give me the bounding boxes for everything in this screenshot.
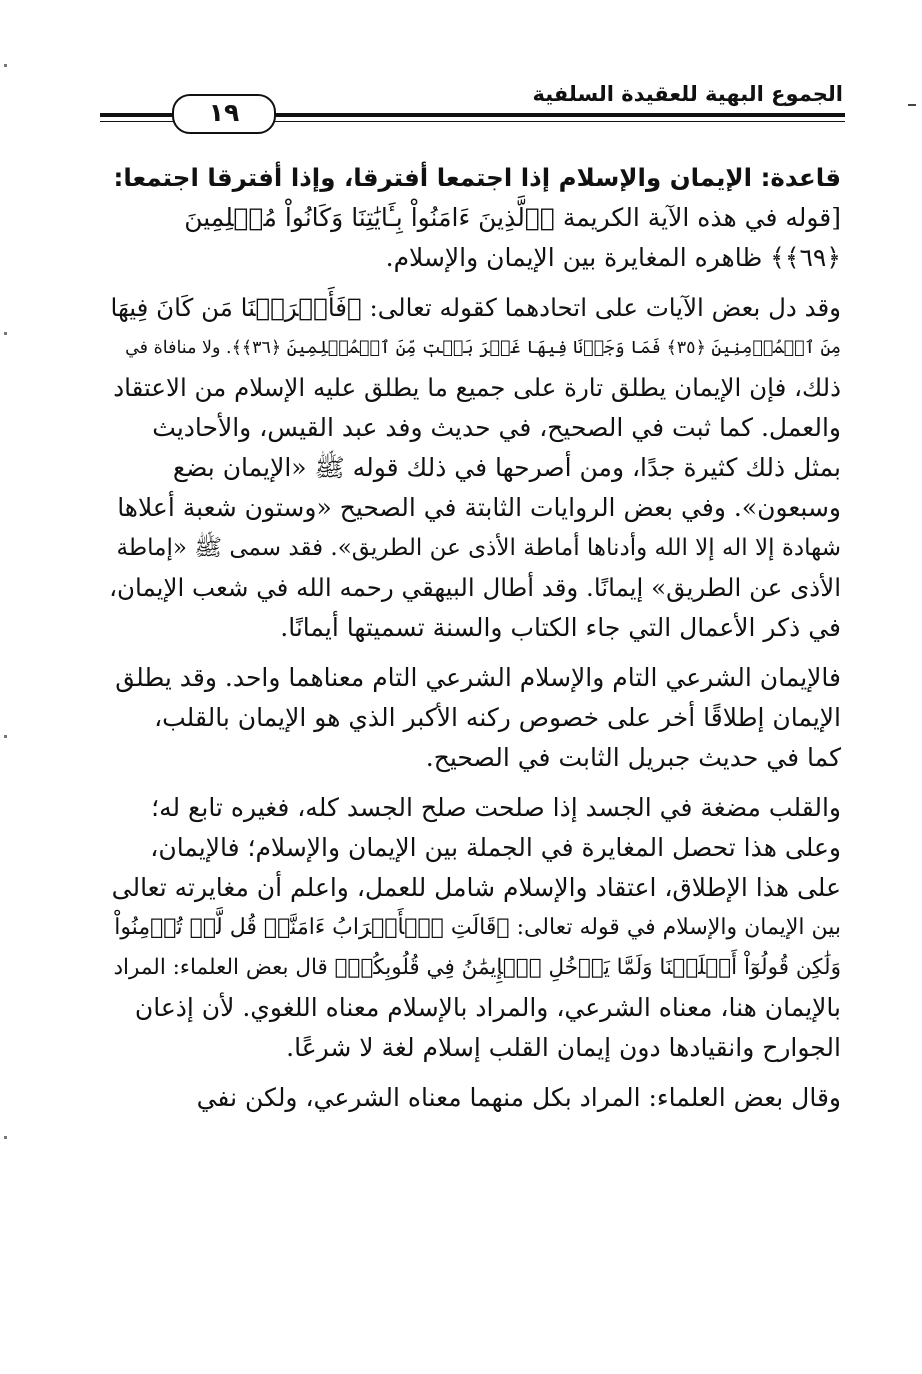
text-line: وسبعون». وفي بعض الروايات الثابتة في الصحيح «وستون شعبة أعلاها xyxy=(117,493,841,522)
text-line: على هذا الإطلاق، اعتقاد والإسلام شامل للعمل، واعلم أن مغايرته تعالى xyxy=(111,873,841,902)
text-line: في ذكر الأعمال التي جاء الكتاب والسنة تسميتها أيمانًا. xyxy=(280,613,841,642)
text-line: ﴿٦٩﴾﴾ ظاهره المغايرة بين الإيمان والإسلام. xyxy=(385,243,841,272)
text-line: والعمل. كما ثبت في الصحيح، في حديث وفد عبد القيس، والأحاديث xyxy=(152,413,841,442)
text-line: كما في حديث جبريل الثابت في الصحيح. xyxy=(425,743,841,772)
text-line: شهادة إلا اله إلا الله وأدناها أماطة الأذى عن الطريق». فقد سمى ﷺ «إماطة xyxy=(116,535,841,561)
scan-margin-mark xyxy=(908,104,916,106)
text-line: الجوارح وانقيادها دون إيمان القلب إسلام لغة لا شرعًا. xyxy=(286,1033,841,1062)
text-line: وَلَٰكِن قُولُوٓاْ أَسۡلَمۡنَا وَلَمَّا يَدۡخُلِ ٱلۡإِيمَٰنُ فِي قُلُوبِكُمۡ﴾ قال بعض العلماء: المراد xyxy=(113,955,841,980)
text-line: وقد دل بعض الآيات على اتحادهما كقوله تعالى: ﴿فَأَخۡرَجۡنَا مَن كَانَ فِيهَا xyxy=(110,293,841,322)
text-line: وعلى هذا تحصل المغايرة في الجملة بين الإيمان والإسلام؛ فالإيمان، xyxy=(150,833,841,862)
text-line: فالإيمان الشرعي التام والإسلام الشرعي التام معناهما واحد. وقد يطلق xyxy=(115,663,841,692)
page-header xyxy=(100,70,845,132)
text-line: بالإيمان هنا، معناه الشرعي، والمراد بالإسلام معناه اللغوي. لأن إذعان xyxy=(134,993,841,1022)
text-line: بين الإيمان والإسلام في قوله تعالى: ﴿قَالَتِ ٱلۡأَعۡرَابُ ءَامَنَّاۖ قُل لَّمۡ تُؤۡمِنُواْ xyxy=(114,915,841,940)
text-line: الإيمان إطلاقًا أخر على خصوص ركنه الأكبر الذي هو الإيمان بالقلب، xyxy=(154,703,841,732)
text-line: ذلك، فإن الإيمان يطلق تارة على جميع ما يطلق عليه الإسلام من الاعتقاد xyxy=(113,373,841,402)
scan-margin-dot xyxy=(4,64,7,67)
scan-margin-dot xyxy=(4,332,7,335)
section-heading: قاعدة: الإيمان والإسلام إذا اجتمعا أفترقا، وإذا أفترقا اجتمعا: xyxy=(113,163,841,192)
text-line: [قوله في هذه الآية الكريمة ﴿ٱلَّذِينَ ءَامَنُواْ بِـَٔايَٰتِنَا وَكَانُواْ مُسۡلِمِينَ xyxy=(184,203,841,232)
running-title: الجموع البهية للعقيدة السلفية xyxy=(532,82,843,106)
text-line: وقال بعض العلماء: المراد بكل منهما معناه الشرعي، ولكن نفي xyxy=(196,1083,841,1112)
page-number: ١٩ xyxy=(172,94,276,134)
scan-margin-dot xyxy=(4,1136,7,1139)
text-line: الأذى عن الطريق» إيمانًا. وقد أطال البيهقي رحمه الله في شعب الإيمان، xyxy=(109,573,841,602)
text-line: مِنَ ٱلۡمُؤۡمِنِينَ ﴿٣٥﴾ فَمَا وَجَدۡنَا فِيهَا غَيۡرَ بَيۡتٖ مِّنَ ٱلۡمُسۡلِمِينَ ﴿٣٦﴾﴾. ولا منافاة في xyxy=(125,338,841,358)
text-line: بمثل ذلك كثيرة جدًا، ومن أصرحها في ذلك قوله ﷺ «الإيمان بضع xyxy=(172,453,841,482)
text-line: والقلب مضغة في الجسد إذا صلحت صلح الجسد كله، فغيره تابع له؛ xyxy=(151,793,841,822)
page-body xyxy=(108,158,841,1118)
scan-margin-dot xyxy=(4,735,7,738)
